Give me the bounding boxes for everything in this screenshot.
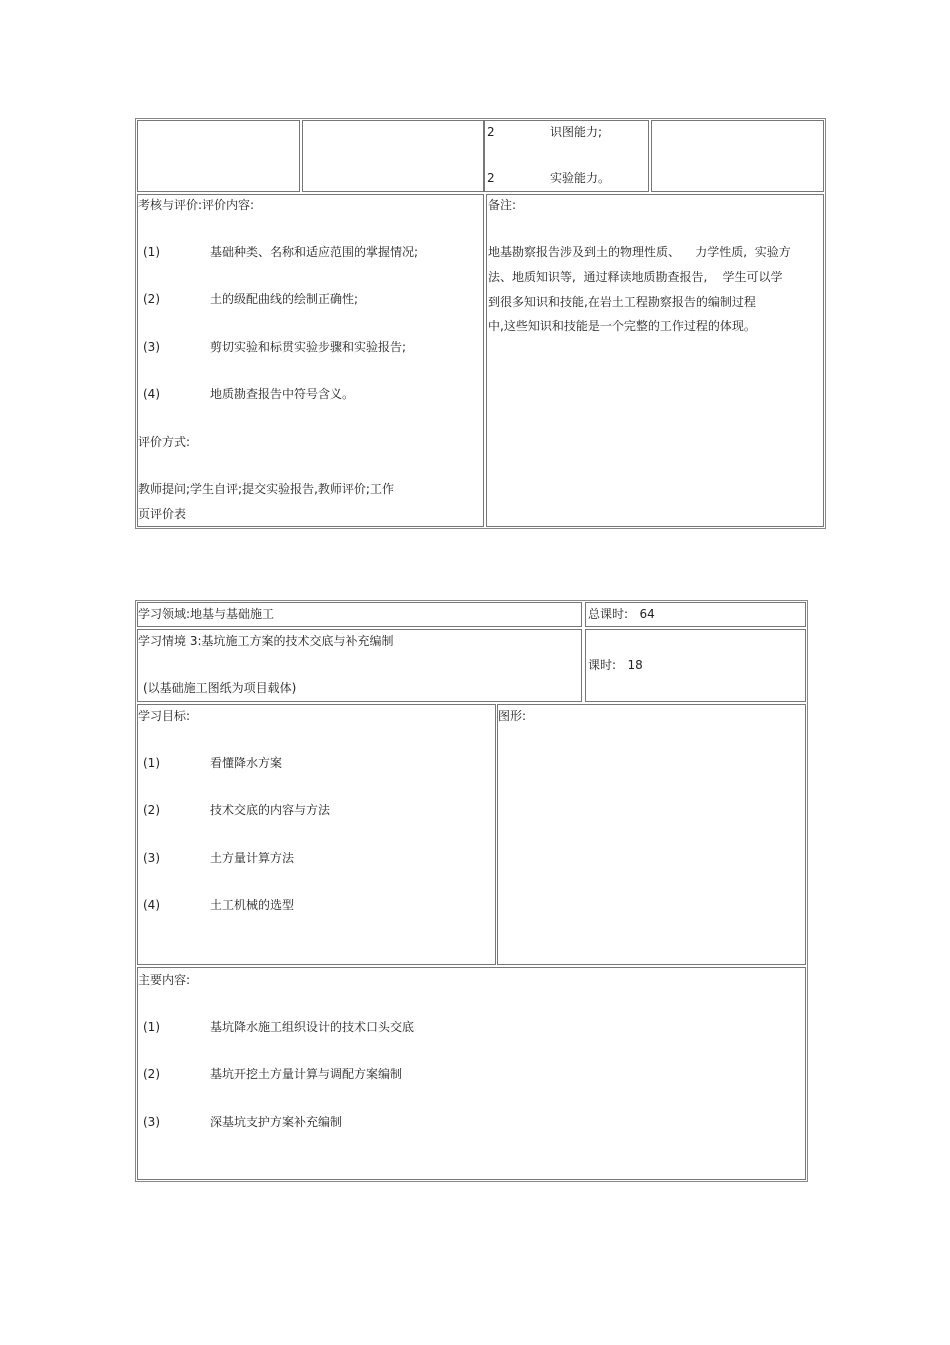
remarks-line: 中,这些知识和技能是一个完整的工作过程的体现。 — [488, 319, 756, 333]
assessment-heading: 考核与评价:评价内容: — [138, 198, 255, 212]
skill-text: 实验能力。 — [550, 171, 611, 185]
total-hours: 总课时: 64 — [588, 607, 655, 621]
main-content-heading: 主要内容: — [138, 973, 191, 987]
list-item-text: 技术交底的内容与方法 — [210, 803, 331, 817]
learning-situation: 学习情境 3:基坑施工方案的技术交底与补充编制 — [138, 634, 394, 648]
list-item-number: (1) — [143, 1020, 160, 1034]
list-item-number: (3) — [143, 851, 160, 865]
list-item-text: 基坑降水施工组织设计的技术口头交底 — [210, 1020, 415, 1034]
skill-text: 识图能力; — [550, 125, 603, 139]
list-item-text: 剪切实验和标贯实验步骤和实验报告; — [210, 340, 407, 354]
goals-heading: 学习目标: — [138, 709, 191, 723]
list-item-number: (2) — [143, 803, 160, 817]
situation-hours: 课时: 18 — [588, 658, 643, 672]
figure-label: 图形: — [498, 709, 527, 723]
list-item-number: (4) — [143, 387, 160, 401]
list-item-number: (2) — [143, 292, 160, 306]
list-item-number: (2) — [143, 1067, 160, 1081]
list-item-number: (3) — [143, 340, 160, 354]
table1-cell-empty-1 — [137, 120, 300, 192]
list-item-text: 土的级配曲线的绘制正确性; — [210, 292, 359, 306]
learning-domain: 学习领域:地基与基础施工 — [138, 607, 275, 621]
list-item-text: 基坑开挖土方量计算与调配方案编制 — [210, 1067, 403, 1081]
evaluation-method-line: 教师提问;学生自评;提交实验报告,教师评价;工作 — [138, 482, 394, 496]
list-item-number: (3) — [143, 1115, 160, 1129]
skill-number: 2 — [487, 171, 495, 185]
evaluation-method-line: 页评价表 — [138, 507, 187, 521]
remarks-line: 地基勘察报告涉及到土的物理性质、 力学性质, 实验方 — [488, 245, 791, 259]
figure-cell — [497, 704, 806, 965]
list-item-text: 土方量计算方法 — [210, 851, 295, 865]
list-item-number: (4) — [143, 898, 160, 912]
list-item-text: 基础种类、名称和适应范围的掌握情况; — [210, 245, 419, 259]
list-item-text: 地质勘查报告中符号含义。 — [210, 387, 355, 401]
evaluation-method-label: 评价方式: — [138, 435, 191, 449]
goals-cell — [137, 704, 496, 965]
list-item-text: 深基坑支护方案补充编制 — [210, 1115, 343, 1129]
remarks-line: 到很多知识和技能,在岩土工程勘察报告的编制过程 — [488, 295, 756, 309]
remarks-line: 法、地质知识等, 通过释读地质勘查报告, 学生可以学 — [488, 270, 783, 284]
remarks-heading: 备注: — [488, 198, 517, 212]
table1-cell-empty-3 — [651, 120, 824, 192]
list-item-text: 看懂降水方案 — [210, 756, 283, 770]
list-item-number: (1) — [143, 756, 160, 770]
situation-note: (以基础施工图纸为项目载体) — [143, 681, 297, 695]
skill-number: 2 — [487, 125, 495, 139]
table1-cell-empty-2 — [302, 120, 484, 192]
list-item-text: 土工机械的选型 — [210, 898, 295, 912]
list-item-number: (1) — [143, 245, 160, 259]
